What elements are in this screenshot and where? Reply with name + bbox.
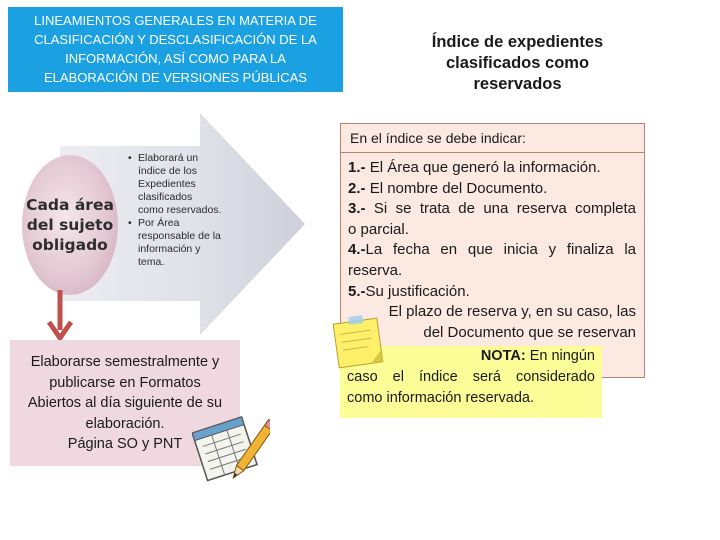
bullet-line: información y (138, 243, 201, 255)
publication-line: Abiertos al día siguiente de su (27, 395, 223, 411)
list-item (126, 152, 244, 217)
bullet-line: índice de los (138, 165, 197, 177)
bullet-icon: • (128, 152, 132, 164)
list-item (126, 217, 244, 269)
item-number: 5.- (348, 282, 366, 300)
header-line: LINEAMIENTOS GENERALES EN MATERIA DE (34, 13, 317, 28)
obligations-list (126, 152, 244, 269)
list-item (348, 179, 636, 200)
bullet-line: responsable de la (138, 230, 221, 242)
list-item (348, 158, 636, 179)
list-item (348, 261, 636, 282)
publication-line: elaboración. (85, 415, 165, 432)
bullet-line: Por Área (138, 217, 180, 229)
bullet-line: como reservados. (138, 204, 222, 216)
item-number: 1.- (348, 159, 366, 176)
item-number: 3.- (348, 200, 366, 218)
note-line: caso el índice será considerado (347, 369, 595, 385)
list-item (348, 220, 636, 241)
note-line: como información reservada. (347, 390, 534, 406)
list-item (348, 199, 636, 220)
item-text: Su justificación. (365, 282, 470, 300)
header-line: INFORMACIÓN, ASÍ COMO PARA LA (65, 51, 286, 66)
item-text: El plazo de reserva y, en su caso, las (388, 303, 636, 321)
bullet-line: Expedientes (138, 178, 196, 190)
subject-line: obligado (32, 236, 108, 254)
page-title (400, 32, 635, 95)
sticky-note-icon (327, 312, 389, 374)
index-panel-header: En el índice se debe indicar: (340, 123, 645, 153)
subject-line: Cada área (26, 196, 114, 214)
bullet-line: tema. (138, 256, 165, 268)
publication-line: publicarse en Formatos (49, 374, 201, 391)
list-item (348, 240, 636, 261)
subject-line: del sujeto (26, 216, 114, 234)
notepad-pencil-icon (192, 408, 270, 490)
title-line: reservados (473, 75, 562, 93)
list-item (374, 323, 636, 344)
item-text: El Área que generó la información. (369, 159, 601, 176)
item-text: del Documento que se reservan (423, 323, 636, 341)
bullet-icon: • (128, 217, 132, 229)
title-line: Índice de expedientes (431, 33, 604, 51)
header-line: ELABORACIÓN DE VERSIONES PÚBLICAS (44, 70, 307, 85)
subject-badge (22, 155, 118, 295)
note-label: NOTA: (480, 348, 526, 364)
item-number: 2.- (348, 179, 366, 197)
publication-line: Elaborarse semestralmente y (30, 354, 220, 370)
publication-line: Página SO y PNT (67, 436, 183, 452)
guidelines-header (8, 7, 343, 92)
item-text: reserva. (348, 262, 403, 279)
list-item (374, 302, 636, 323)
bullet-line: clasificados (138, 191, 193, 203)
header-line: CLASIFICACIÓN Y DESCLASIFICACIÓN DE LA (34, 32, 317, 47)
item-text: El nombre del Documento. (369, 179, 548, 197)
item-text: Si se trata de una reserva completa (373, 200, 636, 218)
item-number: 4.- (348, 241, 366, 259)
title-line: clasificados como (445, 54, 590, 72)
note-text: En ningún (529, 348, 595, 364)
down-arrow-icon (45, 290, 75, 344)
bullet-line: Elaborará un (138, 152, 199, 164)
list-item (348, 282, 636, 303)
item-text: o parcial. (348, 220, 409, 238)
item-text: La fecha en que inicia y finaliza la (365, 241, 636, 259)
